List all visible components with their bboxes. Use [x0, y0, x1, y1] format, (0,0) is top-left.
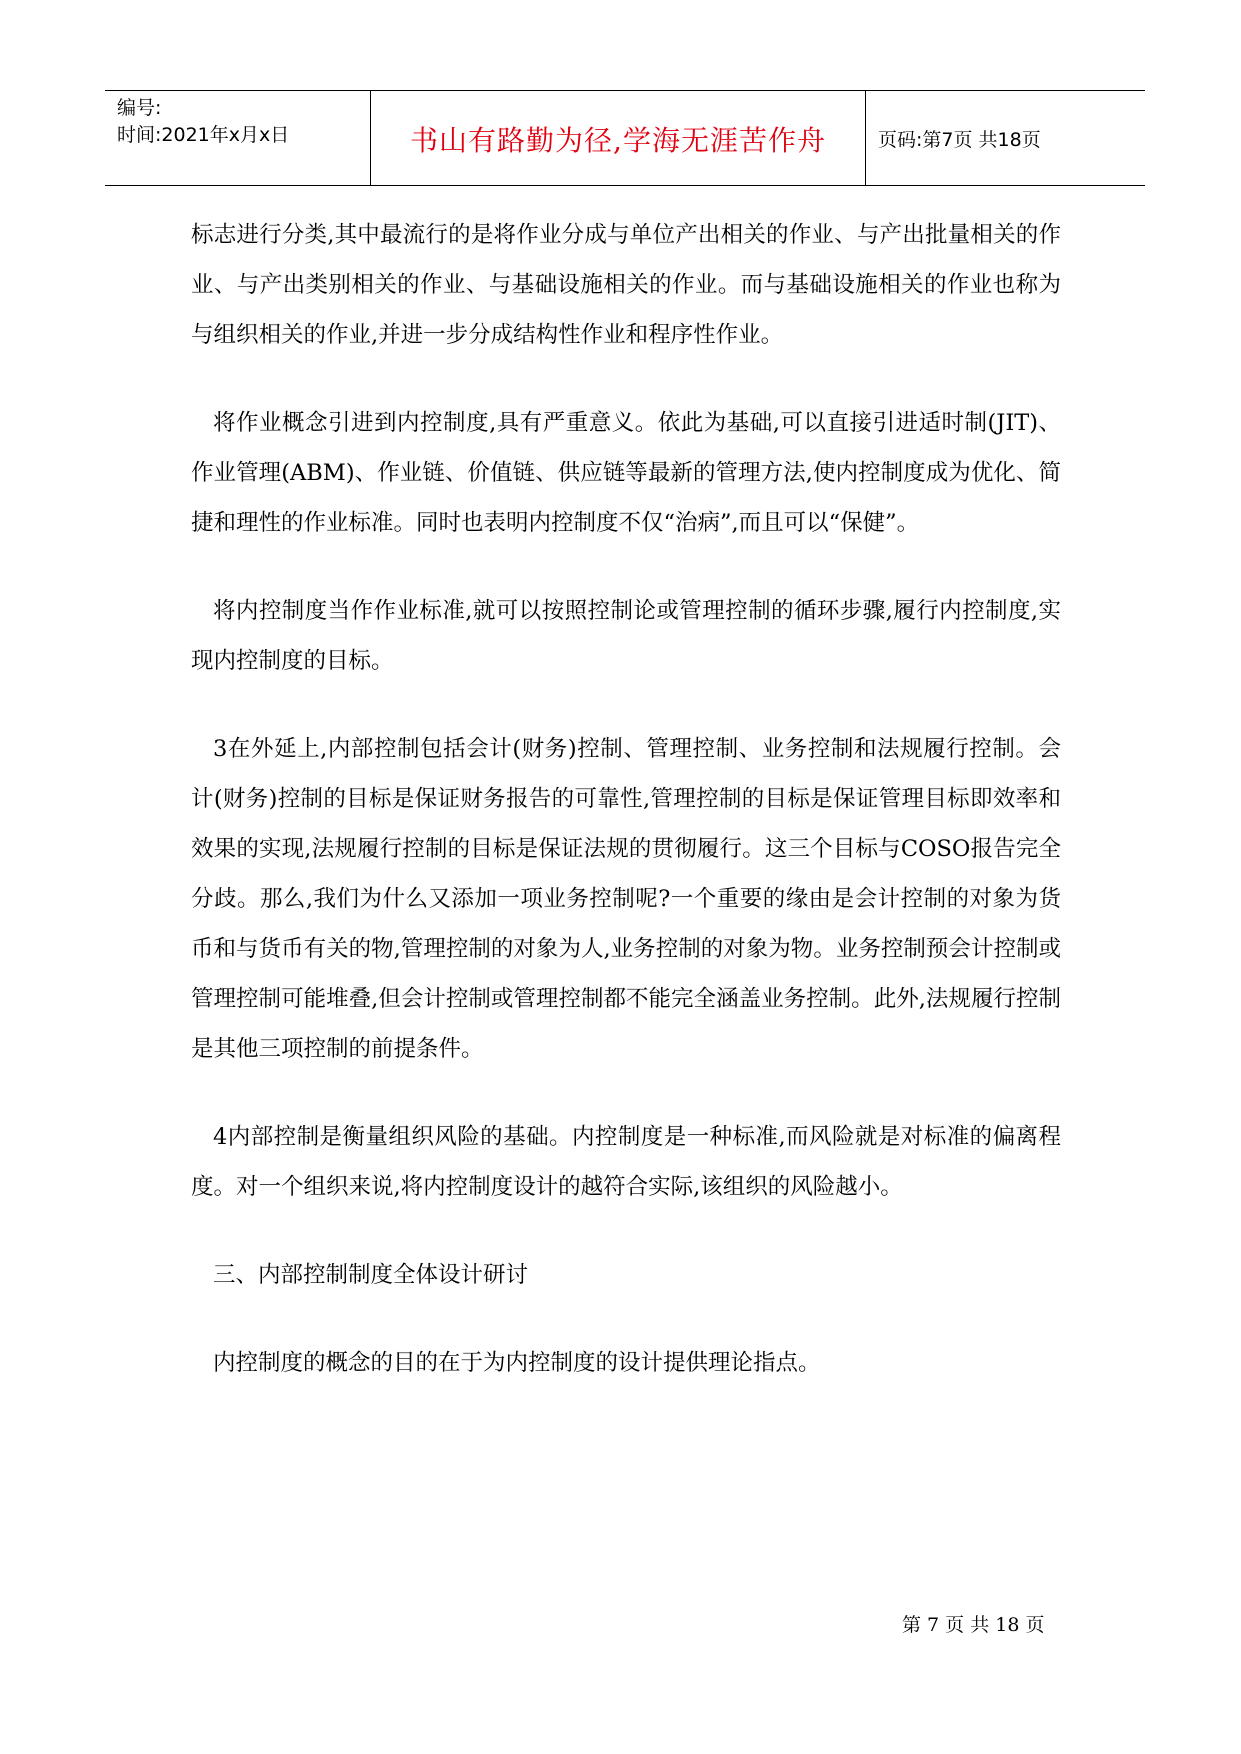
- document-body: [191, 210, 1061, 1426]
- page-footer: 第 7 页 共 18 页: [902, 1614, 1045, 1636]
- header-motto-cell: [370, 91, 866, 185]
- paragraph-2: 将作业概念引进到内控制度,具有严重意义。依此为基础,可以直接引进适时制(JIT)、作业管理(ABM)、作业链、价值链、供应链等最新的管理方法,使内控制度成为优化、简捷和理性的作业标准。同时也表明内控制度不仅“治病”,而且可以“保健”。: [191, 410, 1061, 536]
- header-meta-cell: [105, 91, 369, 185]
- paragraph-5: 4内部控制是衡量组织风险的基础。内控制度是一种标准,而风险就是对标准的偏离程度。对一个组织来说,将内控制度设计的越符合实际,该组织的风险越小。: [191, 1124, 1061, 1200]
- header-page-cell: [866, 91, 1145, 185]
- section-heading: 三、内部控制制度全体设计研讨: [213, 1262, 529, 1288]
- paragraph-4: 3在外延上,内部控制包括会计(财务)控制、管理控制、业务控制和法规履行控制。会计(财务)控制的目标是保证财务报告的可靠性,管理控制的目标是保证管理目标即效率和效果的实现,法规履行控制的目标是保证法规的贯彻履行。这三个目标与COSO报告完全分歧。那么,我们为什么又添加一项业务控制呢?一个重要的缘由是会计控制的对象为货币和与货币有关的物,管理控制的对象为人,业务控制的对象为物。业务控制预会计控制或管理控制可能堆叠,但会计控制或管理控制都不能完全涵盖业务控制。此外,法规履行控制是其他三项控制的前提条件。: [191, 736, 1061, 1062]
- paragraph-6: 内控制度的概念的目的在于为内控制度的设计提供理论指点。: [213, 1350, 821, 1376]
- page-header: [105, 90, 1145, 186]
- document-number-label: 编号:: [117, 97, 162, 119]
- header-motto: 书山有路勤为径,学海无涯苦作舟: [410, 124, 826, 157]
- paragraph-1: 标志进行分类,其中最流行的是将作业分成与单位产出相关的作业、与产出批量相关的作业、与产出类别相关的作业、与基础设施相关的作业。而与基础设施相关的作业也称为与组织相关的作业,并进一步分成结构性作业和程序性作业。: [191, 222, 1061, 348]
- paragraph-3: 将内控制度当作作业标准,就可以按照控制论或管理控制的循环步骤,履行内控制度,实现内控制度的目标。: [191, 598, 1061, 674]
- header-page-number: 页码:第7页 共18页: [878, 129, 1041, 151]
- document-time-label: 时间:2021年x月x日: [117, 124, 290, 146]
